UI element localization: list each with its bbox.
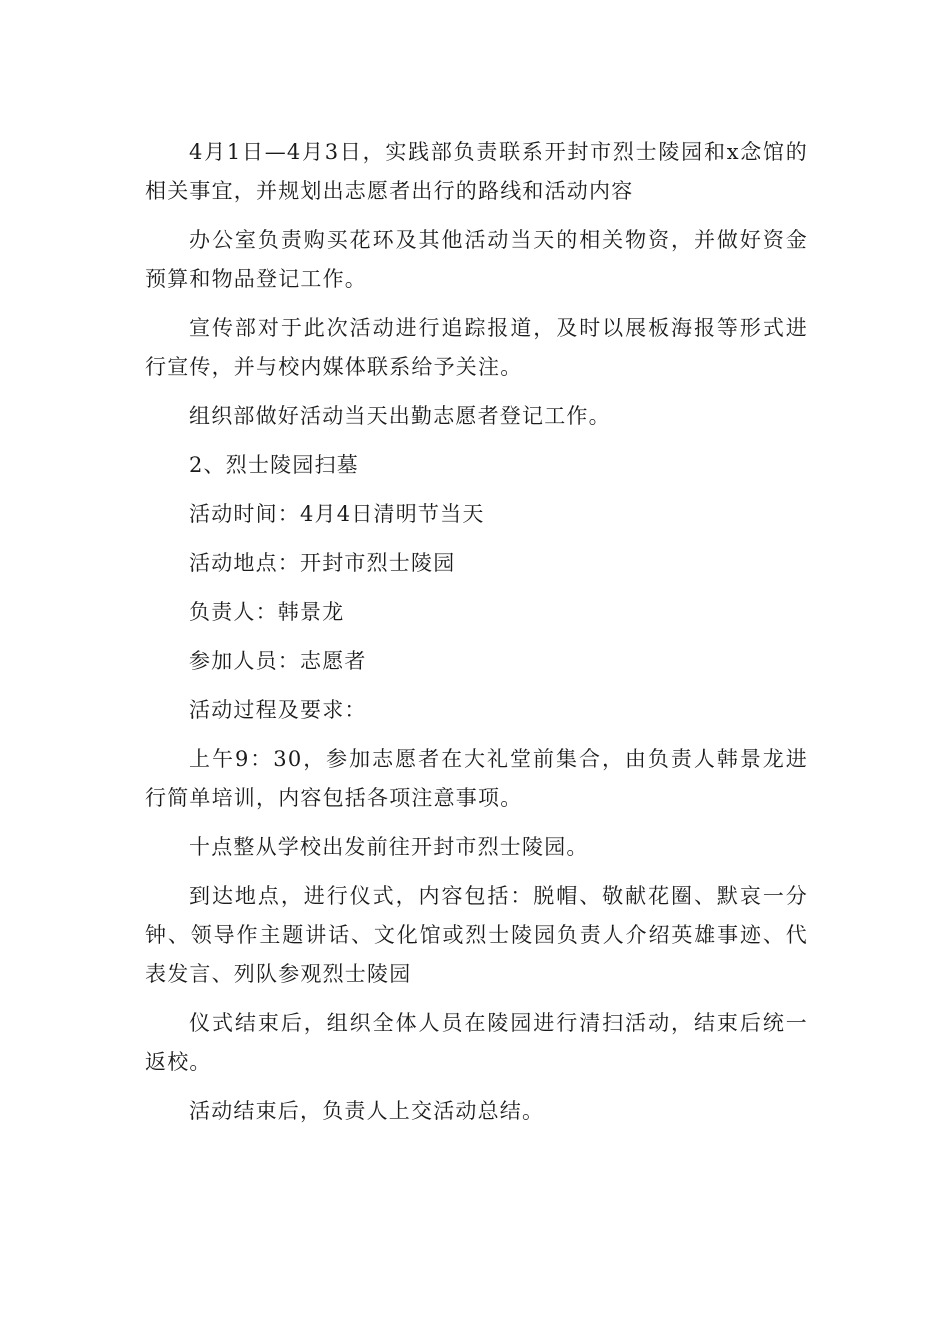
paragraph-morning-gathering: 上午9：30，参加志愿者在大礼堂前集合，由负责人韩景龙进行简单培训，内容包括各项注意事项。 <box>145 747 808 810</box>
document-page <box>145 133 808 1141</box>
paragraph-prep-office: 办公室负责购买花环及其他活动当天的相关物资，并做好资金预算和物品登记工作。 <box>145 228 808 291</box>
participants: 参加人员：志愿者 <box>189 649 367 673</box>
section-heading-tomb-sweeping: 2、烈士陵园扫墓 <box>189 453 359 477</box>
paragraph-prep-publicity-dept: 宣传部对于此次活动进行追踪报道，及时以展板海报等形式进行宣传，并与校内媒体联系给予关注。 <box>145 316 808 379</box>
paragraph-summary: 活动结束后，负责人上交活动总结。 <box>189 1099 545 1123</box>
process-requirements-heading: 活动过程及要求： <box>189 698 367 722</box>
activity-time: 活动时间：4月4日清明节当天 <box>189 502 485 526</box>
paragraph-departure: 十点整从学校出发前往开封市烈士陵园。 <box>189 835 589 859</box>
paragraph-prep-practice-dept: 4月1日—4月3日，实践部负责联系开封市烈士陵园和x念馆的相关事宜，并规划出志愿者出行的路线和活动内容 <box>145 140 808 203</box>
activity-location: 活动地点：开封市烈士陵园 <box>189 551 456 575</box>
paragraph-prep-organization-dept: 组织部做好活动当天出勤志愿者登记工作。 <box>189 404 611 428</box>
paragraph-cleanup: 仪式结束后，组织全体人员在陵园进行清扫活动，结束后统一返校。 <box>145 1011 808 1074</box>
person-in-charge: 负责人：韩景龙 <box>189 600 345 624</box>
paragraph-ceremony: 到达地点，进行仪式，内容包括：脱帽、敬献花圈、默哀一分钟、领导作主题讲话、文化馆或烈士陵园负责人介绍英雄事迹、代表发言、列队参观烈士陵园 <box>145 884 808 986</box>
